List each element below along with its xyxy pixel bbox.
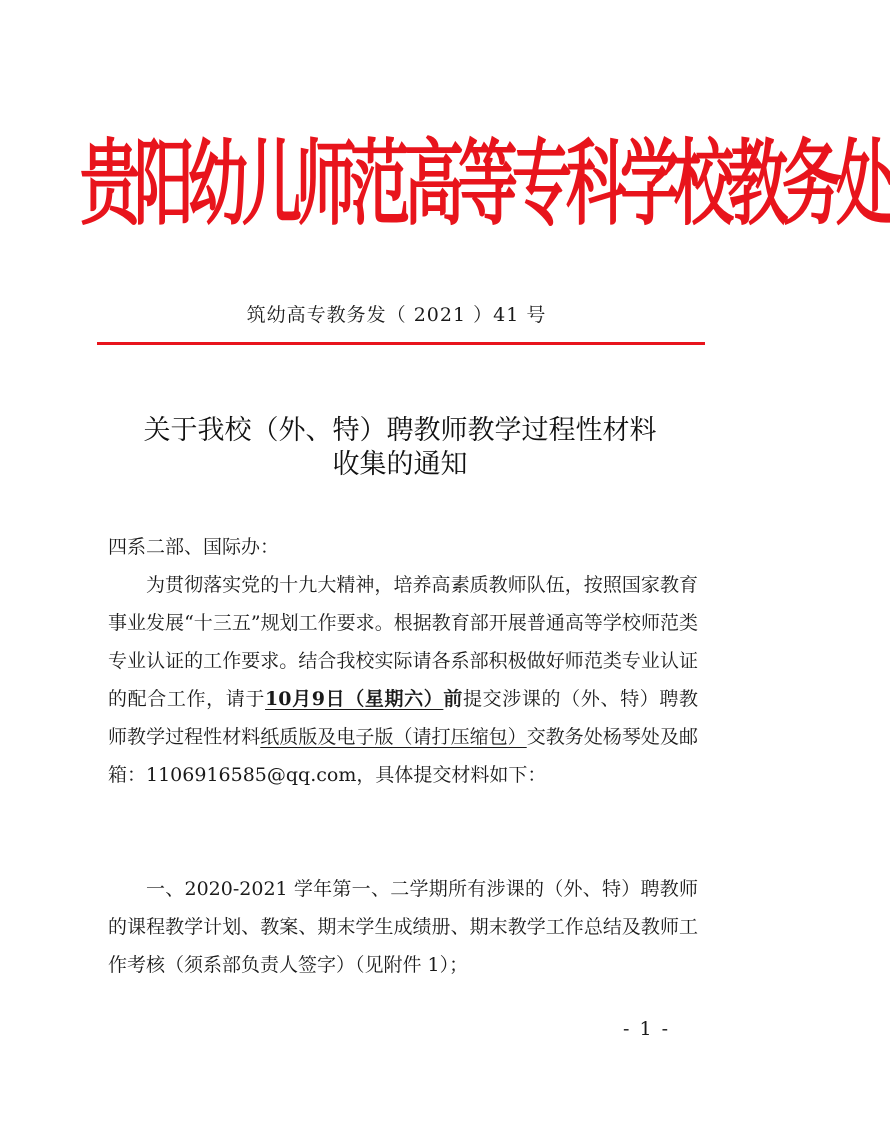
doc-title-line1: 关于我校（外、特）聘教师教学过程性材料 xyxy=(143,415,657,446)
paragraph-intro-part2: 提交涉课的（外、特）聘教师教学过程性材料 xyxy=(108,688,698,748)
doc-number: 筑幼高专教务发（ 2021 ）41 号 xyxy=(246,304,547,326)
paragraph-item-1: 一、2020-2021 学年第一、二学期所有涉课的（外、特）聘教师的课程教学计划、教案、期末学生成绩册、期末教学工作总结及教师工作考核（须系部负责人签字）（见附件 1）； xyxy=(108,878,698,976)
deadline-date: 10月9日（星期六） xyxy=(265,688,444,710)
page-number: - 1 - xyxy=(623,1018,671,1040)
doc-title xyxy=(100,414,700,482)
paragraph-intro-part3: 交教务处杨琴处及邮箱：1106916585@qq.com，具体提交材料如下： xyxy=(108,726,698,786)
deadline-suffix: 前 xyxy=(443,688,464,710)
org-header: 贵阳幼儿师范高等专科学校教务处 xyxy=(80,130,890,240)
red-divider xyxy=(97,342,705,345)
paragraph-intro xyxy=(108,566,698,794)
paragraph-intro-part1: 为贯彻落实党的十九大精神，培养高素质教师队伍，按照国家教育事业发展“十三五”规划工作要求。根据教育部开展普通高等学校师范类专业认证的工作要求。结合我校实际请各系部积极做好师范类专业认证的配合工作，请于 xyxy=(108,574,698,710)
salutation: 四系二部、国际办： xyxy=(108,536,280,558)
doc-title-line2: 收集的通知 xyxy=(332,449,468,480)
format-note: 纸质版及电子版（请打压缩包） xyxy=(260,726,527,748)
